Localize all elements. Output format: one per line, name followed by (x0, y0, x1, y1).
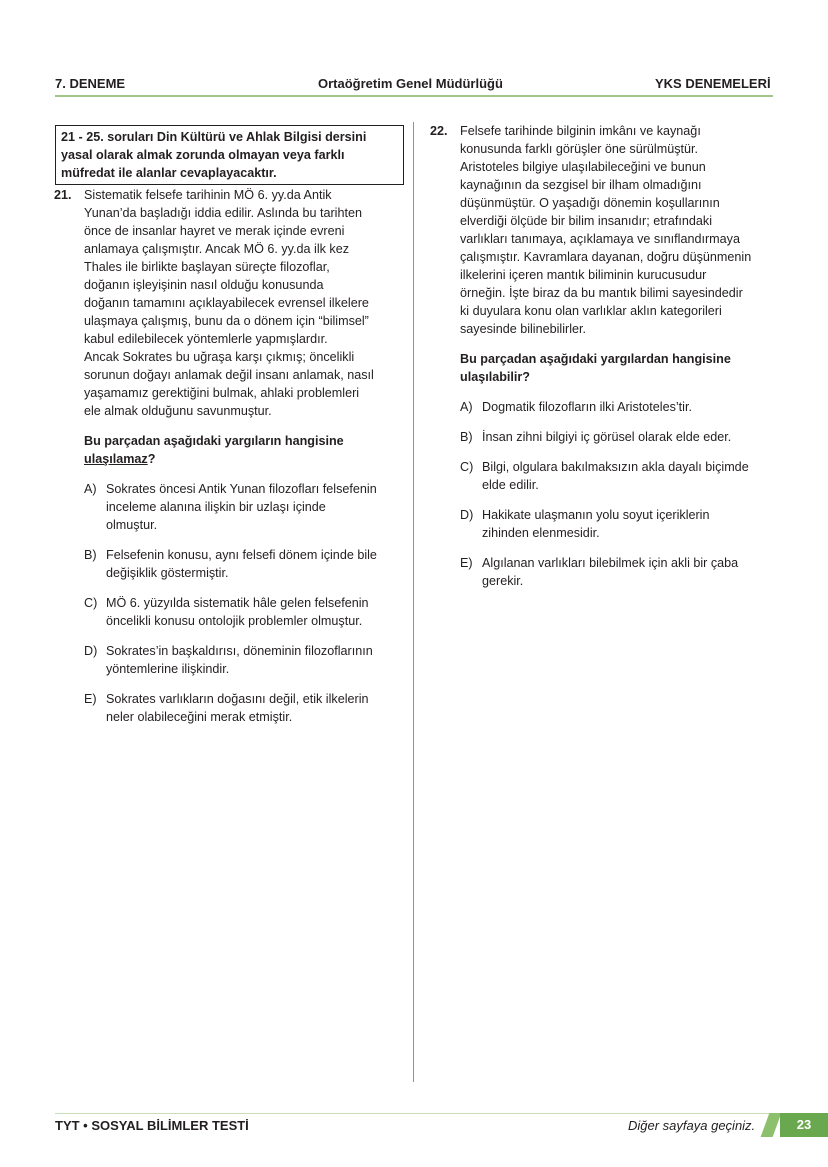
text-line: elverdiği ölçüde bir bilim insanıdır; etrafındaki (460, 214, 712, 228)
option-letter: C) (460, 460, 474, 474)
option-letter: B) (84, 548, 97, 562)
column-divider (413, 122, 414, 1082)
question-stem (84, 432, 404, 468)
text-line: Bu parçadan aşağıdaki yargılardan hangisine (460, 352, 731, 366)
answer-option-c[interactable] (84, 594, 404, 630)
page-number: 23 (780, 1113, 828, 1137)
text-line: örneğin. İşte biraz da bu mantık bilimi sayesindedir (460, 286, 743, 300)
text-line: olmuştur. (106, 518, 158, 532)
text-line: Sokrates öncesi Antik Yunan filozofları felsefenin (106, 482, 377, 496)
text-line: 21 - 25. soruları Din Kültürü ve Ahlak Bilgisi dersini (61, 130, 367, 144)
text-line: doğanın tamamını açıklayabilecek evrensel ilkelere (84, 296, 369, 310)
text-line: ki duyulara konu olan varlıklar aklın kategorileri (460, 304, 722, 318)
option-letter: A) (84, 482, 97, 496)
question-stem (460, 350, 790, 386)
footer-divider (55, 1113, 773, 1114)
header-divider (55, 95, 773, 97)
text-line: ilkelerini içeren mantık biliminin kurucusudur (460, 268, 707, 282)
text-line: çalışmıştır. Kavramlara dayanan, doğru düşünmenin (460, 250, 752, 264)
stem-mark: ? (147, 452, 156, 466)
text-line: yöntemlerine ilişkindir. (106, 662, 230, 676)
option-letter: E) (84, 692, 97, 706)
text-line: Sistematik felsefe tarihinin MÖ 6. yy.da Antik (84, 188, 332, 202)
text-line: değişiklik göstermiştir. (106, 566, 229, 580)
text-line: yasal olarak almak zorunda olmayan veya farklı (61, 148, 345, 162)
text-line: doğanın işleyişinin nasıl olduğu konusunda (84, 278, 324, 292)
question-22 (430, 122, 790, 590)
footer-test-name: TYT • SOSYAL BİLİMLER TESTİ (55, 1118, 249, 1133)
text-line: inceleme alanına ilişkin bir uzlaşı içinde (106, 500, 326, 514)
text-line: gerekir. (482, 574, 524, 588)
option-letter: C) (84, 596, 98, 610)
question-21 (54, 186, 404, 726)
text-line: sorunun doğayı anlamak değil insanı anlamak, nasıl (84, 368, 374, 382)
text-line: öncelikli konusu ontolojik problemler olmuştur. (106, 614, 363, 628)
answer-option-b[interactable] (84, 546, 404, 582)
header-center: Ortaöğretim Genel Müdürlüğü (318, 76, 503, 91)
option-letter: E) (460, 556, 473, 570)
text-line: kaynağının da sezgisel bir ilham olmadığını (460, 178, 702, 192)
text-line: yaşamamız gerektiğini bulmak, ahlaki problemleri (84, 386, 360, 400)
text-line: anlamaya çalışmıştır. Ancak MÖ 6. yy.da ilk kez (84, 242, 350, 256)
answer-option-c[interactable] (460, 458, 790, 494)
text-line: Aristoteles bilgiye ulaşılabileceğini ve bunun (460, 160, 706, 174)
footer-slash-decoration (761, 1113, 782, 1137)
option-letter: A) (460, 400, 473, 414)
header-right: YKS DENEMELERİ (655, 76, 771, 91)
text-line: Sokrates’in başkaldırısı, döneminin filozoflarının (106, 644, 373, 658)
answer-option-a[interactable] (84, 480, 404, 534)
text-line: müfredat ile alanlar cevaplayacaktır. (61, 166, 277, 180)
text-line: düşünmüştür. O yaşadığı dönemin koşullarının (460, 196, 720, 210)
text-line: neler olabileceğini merak etmiştir. (106, 710, 293, 724)
text-line: İnsan zihni bilgiyi iç görüsel olarak elde eder. (482, 430, 732, 444)
question-number: 21. (54, 188, 72, 202)
text-line: ulaşmaya çalışmış, bunu da o dönem için “bilimsel” (84, 314, 369, 328)
text-line: ulaşılabilir? (460, 370, 530, 384)
text-line: konusunda farklı görüşler öne sürülmüştür. (460, 142, 699, 156)
text-line: zihinden elenmesidir. (482, 526, 600, 540)
text-line: sayesinde bilinebilirler. (460, 322, 587, 336)
text-line: Thales ile birlikte başlayan süreçte filozoflar, (84, 260, 330, 274)
option-letter: D) (460, 508, 474, 522)
text-line: Dogmatik filozofların ilki Aristoteles’tir. (482, 400, 692, 414)
text-line: önce de insanlar hayret ve merak içinde evreni (84, 224, 345, 238)
answer-option-a[interactable] (460, 398, 790, 416)
text-line: ele almak olduğunu savunmuştur. (84, 404, 272, 418)
footer-next-page: Diğer sayfaya geçiniz. (628, 1118, 756, 1133)
text-line: elde edilir. (482, 478, 539, 492)
text-line: MÖ 6. yüzyılda sistematik hâle gelen felsefenin (106, 596, 369, 610)
text-line: Bilgi, olgulara bakılmaksızın akla dayalı biçimde (482, 460, 749, 474)
notice-box (55, 125, 404, 185)
text-line: Hakikate ulaşmanın yolu soyut içeriklerin (482, 508, 710, 522)
option-letter: D) (84, 644, 98, 658)
text-line: varlıkları tanımaya, açıklamaya ve sınıflandırmaya (460, 232, 740, 246)
answer-option-d[interactable] (460, 506, 790, 542)
option-letter: B) (460, 430, 473, 444)
text-line: Felsefenin konusu, aynı felsefi dönem içinde bile (106, 548, 377, 562)
text-line: kabul edilebilecek yöntemlerle yapmışlardır. (84, 332, 328, 346)
text-line: Ancak Sokrates bu uğraşa karşı çıkmış; öncelikli (84, 350, 355, 364)
text-line: Sokrates varlıkların doğasını değil, etik ilkelerin (106, 692, 369, 706)
answer-option-b[interactable] (460, 428, 790, 446)
text-line: Yunan’da başladığı iddia edilir. Aslında bu tarihten (84, 206, 362, 220)
stem-emphasis: ulaşılamaz (84, 452, 148, 466)
text-line: Felsefe tarihinde bilginin imkânı ve kaynağı (460, 124, 701, 138)
answer-option-d[interactable] (84, 642, 404, 678)
answer-option-e[interactable] (84, 690, 404, 726)
header-left: 7. DENEME (55, 76, 126, 91)
stem-text: Bu parçadan aşağıdaki yargıların hangisine (84, 434, 344, 448)
question-number: 22. (430, 124, 448, 138)
answer-option-e[interactable] (460, 554, 790, 590)
text-line: Algılanan varlıkları bilebilmek için akli bir çaba (482, 556, 739, 570)
